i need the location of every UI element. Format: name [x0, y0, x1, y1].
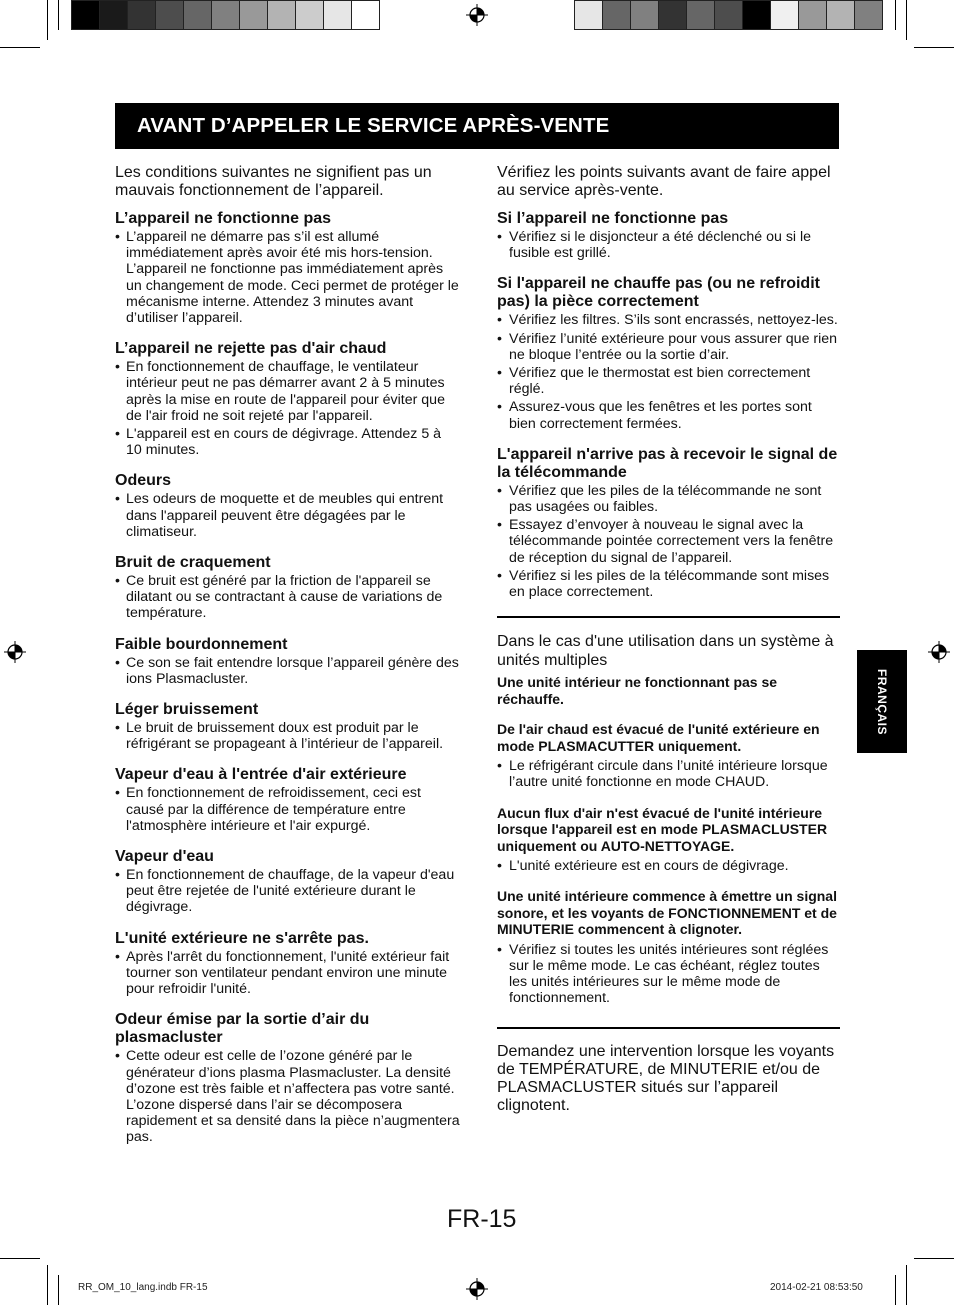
registration-target-icon [466, 1278, 488, 1300]
section-title: De l'air chaud est évacué de l'unité extérieure en mode PLASMACUTTER uniquement. [497, 721, 820, 754]
color-swatch [352, 1, 379, 29]
bullet-item: • Après l'arrêt du fonctionnement, l'unité extérieur fait tourner son ventilateur pendant environ une minute pour refroidir l'unité. [115, 949, 460, 998]
divider [497, 1027, 840, 1029]
section-title: L’appareil ne rejette pas d'air chaud [115, 340, 387, 358]
bullet-list [115, 785, 460, 834]
color-swatch [687, 1, 715, 29]
bullet-list [115, 491, 460, 540]
color-swatch [827, 1, 855, 29]
section-title: Odeurs [115, 472, 172, 490]
section-title: L'unité extérieure ne s'arrête pas. [115, 929, 369, 947]
section [115, 340, 460, 458]
bullet-list [497, 942, 840, 1007]
section [497, 674, 840, 707]
section [115, 848, 460, 916]
section [115, 554, 460, 622]
bullet-item: • Les odeurs de moquette et de meubles qui entrent dans l'appareil peuvent être dégagées par le climatiseur. [115, 491, 460, 540]
section-title: Vapeur d'eau à l'entrée d'air extérieure [115, 766, 407, 784]
section [115, 636, 460, 687]
bullet-list [115, 573, 460, 622]
color-swatch [240, 1, 268, 29]
bullet-item: • Vérifiez si le disjoncteur a été déclenché ou si le fusible est grillé. [497, 229, 840, 261]
color-swatch [100, 1, 128, 29]
bullet-list [497, 312, 840, 431]
left-intro: Les conditions suivantes ne signifient pas un mauvais fonctionnement de l’appareil. [115, 164, 432, 199]
section-title: Si l’appareil ne fonctionne pas [497, 210, 729, 227]
bullet-item: • L'appareil est en cours de dégivrage. Attendez 5 à 10 minutes. [115, 426, 460, 458]
color-swatch [268, 1, 296, 29]
color-swatch [575, 1, 603, 29]
right-sections [497, 210, 840, 600]
bullet-item: • Le réfrigérant circule dans l’unité intérieure lorsque l’autre unité fonctionne en mode CHAUD. [497, 758, 840, 790]
section [115, 766, 460, 834]
color-swatch [771, 1, 799, 29]
bullet-item: • En fonctionnement de chauffage, de la vapeur d'eau peut être rejetée de l'unité extérieure durant le dégivrage. [115, 867, 460, 916]
color-swatch [156, 1, 184, 29]
bullet-list [115, 720, 460, 752]
bullet-item: • Vérifiez l’unité extérieure pour vous assurer que rien ne bloque l’entrée ou la sortie d’air. [497, 331, 840, 363]
bullet-list [115, 229, 460, 326]
right-column [497, 164, 840, 1125]
registration-target-icon [928, 641, 950, 663]
color-swatch [855, 1, 882, 29]
section [497, 446, 840, 600]
bullet-list [115, 359, 460, 458]
section-title: Vapeur d'eau [115, 848, 214, 866]
bullet-item: • Vérifiez les filtres. S’ils sont encrassés, nettoyez-les. [497, 312, 840, 328]
section [115, 930, 460, 998]
section-title: Si l'appareil ne chauffe pas (ou ne refroidit pas) la pièce correctement [497, 275, 820, 311]
color-swatch [603, 1, 631, 29]
section-title: Une unité intérieur ne fonctionnant pas se réchauffe. [497, 674, 778, 707]
bullet-item: • Le bruit de bruissement doux est produit par le réfrigérant se propageant à l’intérieur de l’appareil. [115, 720, 460, 752]
page-number: FR-15 [447, 1205, 517, 1233]
service-outro: Demandez une intervention lorsque les voyants de TEMPÉRATURE, de MINUTERIE et/ou de PLASMACLUSTER situés sur l’appareil clignotent. [497, 1042, 835, 1114]
bullet-list [497, 758, 840, 790]
section-title: Une unité intérieure commence à émettre un signal sonore, et les voyants de FONCTIONNEMENT et de MINUTERIE commencent à clignoter. [497, 888, 837, 938]
color-swatch [72, 1, 100, 29]
bullet-item: • Vérifiez si toutes les unités intérieures sont réglées sur le même mode. Le cas échéant, réglez toutes les unités intérieures sur le même mode de fonctionnement. [497, 942, 840, 1007]
color-swatch [631, 1, 659, 29]
section [115, 472, 460, 540]
bullet-item: • L'unité extérieure est en cours de dégivrage. [497, 858, 840, 874]
section [497, 275, 840, 431]
multi-unit-sections [497, 674, 840, 1006]
bullet-list [497, 858, 840, 874]
language-tab-label: FRANÇAIS [875, 668, 889, 735]
section [115, 1011, 460, 1145]
footer-timestamp: 2014-02-21 08:53:50 [770, 1282, 863, 1293]
left-sections [115, 210, 460, 1146]
color-swatch [128, 1, 156, 29]
bullet-item: • Vérifiez que le thermostat est bien correctement réglé. [497, 365, 840, 397]
left-column [115, 164, 460, 1160]
section-title: Bruit de craquement [115, 554, 271, 572]
color-bar-right [574, 0, 883, 30]
color-swatch [743, 1, 771, 29]
page-title: AVANT D’APPELER LE SERVICE APRÈS-VENTE [137, 114, 610, 137]
bullet-item: • Ce bruit est généré par la friction de l'appareil se dilatant ou se contractant à cause de variations de température. [115, 573, 460, 622]
section [115, 701, 460, 752]
registration-target-icon [466, 4, 488, 26]
bullet-list [497, 483, 840, 600]
color-swatch [212, 1, 240, 29]
color-swatch [799, 1, 827, 29]
section [497, 210, 840, 261]
multi-unit-intro: Dans le cas d'une utilisation dans un système à unités multiples [497, 633, 834, 670]
section [115, 210, 460, 326]
bullet-list [115, 949, 460, 998]
bullet-item: • Vérifiez si les piles de la télécommande sont mises en place correctement. [497, 568, 840, 600]
section-title: L'appareil n'arrive pas à recevoir le signal de la télécommande [497, 445, 838, 481]
color-swatch [659, 1, 687, 29]
section [497, 888, 840, 1006]
page-header [115, 103, 839, 149]
bullet-item: • L’appareil ne démarre pas s’il est allumé immédiatement après avoir été mis hors-tension. L’appareil ne fonctionne pas immédiatement après un changement de mode. Ceci permet de protéger le mécanisme interne. Attendez 3 minutes avant d’utiliser l’appareil. [115, 229, 460, 326]
section [497, 721, 840, 790]
bullet-item: • En fonctionnement de chauffage, le ventilateur intérieur peut ne pas démarrer avant 2 à 5 minutes après la mise en route de l'appareil pour éviter que de l'air froid ne soit rejeté par l'appareil. [115, 359, 460, 424]
bullet-list [115, 867, 460, 916]
registration-target-icon [4, 641, 26, 663]
footer-file: RR_OM_10_lang.indb FR-15 [78, 1282, 208, 1293]
bullet-list [115, 1048, 460, 1145]
bullet-item: • En fonctionnement de refroidissement, ceci est causé par la différence de température entre l'atmosphère intérieure et l'air expurgé. [115, 785, 460, 834]
section-title: L’appareil ne fonctionne pas [115, 210, 332, 227]
section-title: Léger bruissement [115, 701, 259, 719]
section [497, 805, 840, 875]
divider [497, 616, 840, 618]
color-swatch [715, 1, 743, 29]
bullet-item: • Essayez d’envoyer à nouveau le signal avec la télécommande pointée correctement vers la fenêtre de réception du signal de l’appareil. [497, 517, 840, 566]
color-swatch [296, 1, 324, 29]
bullet-item: • Cette odeur est celle de l’ozone généré par le générateur d’ions plasma Plasmacluster. La densité d’ozone est très faible et n’affectera pas votre santé. L’ozone dispersé dans l’air se décomposera rapidement et sa densité dans la pièce n’augmentera pas. [115, 1048, 460, 1145]
bullet-item: • Vérifiez que les piles de la télécommande ne sont pas usagées ou faibles. [497, 483, 840, 515]
bullet-item: • Assurez-vous que les fenêtres et les portes sont bien correctement fermées. [497, 399, 840, 431]
color-bar-left [71, 0, 380, 30]
bullet-item: • Ce son se fait entendre lorsque l’appareil génère des ions Plasmacluster. [115, 655, 460, 687]
section-title: Aucun flux d'air n'est évacué de l'unité intérieure lorsque l'appareil est en mode PLASMACLUSTER uniquement ou AUTO-NETTOYAGE. [497, 804, 828, 854]
section-title: Faible bourdonnement [115, 635, 288, 653]
right-intro: Vérifiez les points suivants avant de faire appel au service après-vente. [497, 164, 831, 199]
bullet-list [115, 655, 460, 687]
color-swatch [324, 1, 352, 29]
section-title: Odeur émise par la sortie d’air du plasmacluster [115, 1011, 370, 1047]
color-swatch [184, 1, 212, 29]
bullet-list [497, 229, 840, 261]
